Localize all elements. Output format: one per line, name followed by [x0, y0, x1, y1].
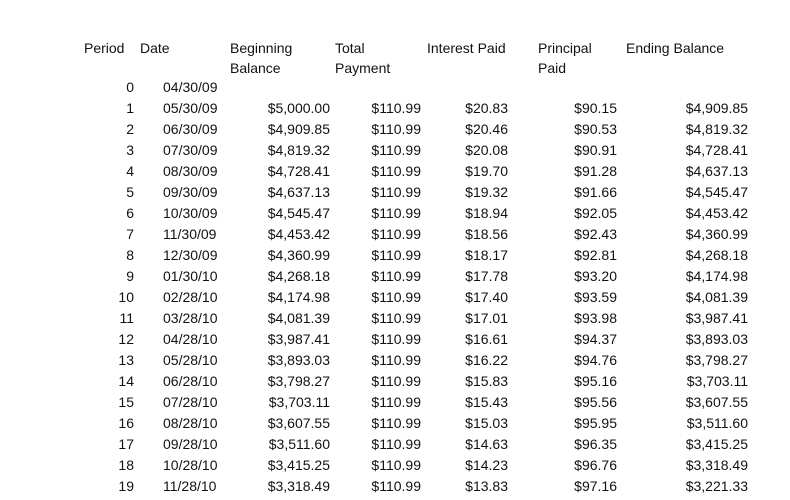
table-row: [0, 161, 790, 182]
table-row: [0, 329, 790, 350]
interest-paid-cell: $16.61: [465, 331, 508, 347]
date-cell: 05/30/09: [163, 100, 218, 116]
ending-balance-cell: $4,637.13: [685, 163, 748, 179]
interest-paid-cell: $20.83: [465, 100, 508, 116]
table-row: [0, 182, 790, 203]
ending-balance-cell: $4,728.41: [685, 142, 748, 158]
header-ending-balance: Ending Balance: [626, 40, 725, 56]
table-row: [0, 140, 790, 161]
total-payment-cell: $110.99: [371, 373, 421, 389]
date-cell: 04/28/10: [163, 331, 218, 347]
table-row: [0, 308, 790, 329]
period-cell: 17: [118, 436, 134, 452]
beginning-balance-cell: $3,318.49: [267, 478, 330, 494]
beginning-balance-cell: $4,819.32: [267, 142, 330, 158]
total-payment-cell: $110.99: [371, 100, 421, 116]
total-payment-cell: $110.99: [371, 247, 421, 263]
ending-balance-cell: $4,081.39: [685, 289, 748, 305]
period-cell: 3: [126, 142, 134, 158]
ending-balance-cell: $3,893.03: [685, 331, 748, 347]
date-cell: 06/30/09: [163, 121, 218, 137]
table-row: [0, 476, 790, 497]
principal-paid-cell: $90.15: [574, 100, 617, 116]
header-period: Period: [84, 40, 125, 56]
header-beginning-balance: Beginning Balance: [230, 40, 293, 76]
period-cell: 0: [126, 79, 134, 95]
interest-paid-cell: $13.83: [465, 478, 508, 494]
principal-paid-cell: $95.16: [574, 373, 617, 389]
period-cell: 5: [126, 184, 134, 200]
principal-paid-cell: $93.59: [574, 289, 617, 305]
period-cell: 7: [126, 226, 134, 242]
interest-paid-cell: $17.40: [465, 289, 508, 305]
period-cell: 15: [118, 394, 134, 410]
date-cell: 02/28/10: [163, 289, 218, 305]
beginning-balance-cell: $3,798.27: [267, 373, 330, 389]
table-row: [0, 350, 790, 371]
principal-paid-cell: $92.43: [574, 226, 617, 242]
period-cell: 16: [118, 415, 134, 431]
table-row: [0, 203, 790, 224]
header-interest-paid: Interest Paid: [427, 40, 506, 56]
total-payment-cell: $110.99: [371, 184, 421, 200]
beginning-balance-cell: $4,268.18: [267, 268, 330, 284]
ending-balance-cell: $3,798.27: [685, 352, 748, 368]
total-payment-cell: $110.99: [371, 394, 421, 410]
interest-paid-cell: $16.22: [465, 352, 508, 368]
interest-paid-cell: $17.78: [465, 268, 508, 284]
header-principal-paid: Principal Paid: [538, 40, 592, 76]
beginning-balance-cell: $3,607.55: [267, 415, 330, 431]
total-payment-cell: $110.99: [371, 226, 421, 242]
date-cell: 11/28/10: [163, 478, 217, 494]
ending-balance-cell: $3,703.11: [686, 373, 748, 389]
date-cell: 07/30/09: [163, 142, 218, 158]
ending-balance-cell: $3,318.49: [685, 457, 748, 473]
principal-paid-cell: $90.53: [574, 121, 617, 137]
total-payment-cell: $110.99: [371, 310, 421, 326]
date-cell: 01/30/10: [163, 268, 218, 284]
table-row: [0, 392, 790, 413]
interest-paid-cell: $17.01: [465, 310, 508, 326]
principal-paid-cell: $95.56: [574, 394, 617, 410]
interest-paid-cell: [430, 77, 508, 98]
table-row: [0, 245, 790, 266]
ending-balance-cell: $4,268.18: [685, 247, 748, 263]
table-row: [0, 224, 790, 245]
beginning-balance-cell: $4,637.13: [267, 184, 330, 200]
principal-paid-cell: $94.76: [574, 352, 617, 368]
period-cell: 9: [126, 268, 134, 284]
total-payment-cell: $110.99: [371, 352, 421, 368]
total-payment-cell: $110.99: [371, 289, 421, 305]
ending-balance-cell: $3,607.55: [685, 394, 748, 410]
principal-paid-cell: $93.98: [574, 310, 617, 326]
beginning-balance-cell: $4,360.99: [267, 247, 330, 263]
table-header: [0, 0, 790, 80]
total-payment-cell: $110.99: [371, 205, 421, 221]
period-cell: 19: [118, 478, 134, 494]
ending-balance-cell: $3,415.25: [685, 436, 748, 452]
period-cell: 18: [118, 457, 134, 473]
total-payment-cell: $110.99: [371, 163, 421, 179]
table-row: [0, 434, 790, 455]
date-cell: 09/30/09: [163, 184, 218, 200]
table-row: [0, 413, 790, 434]
interest-paid-cell: $15.83: [465, 373, 508, 389]
date-cell: 12/30/09: [163, 247, 218, 263]
beginning-balance-cell: $3,511.60: [268, 436, 330, 452]
total-payment-cell: $110.99: [371, 331, 421, 347]
beginning-balance-cell: $5,000.00: [267, 100, 330, 116]
date-cell: 08/28/10: [163, 415, 218, 431]
principal-paid-cell: $92.81: [574, 247, 617, 263]
header-date: Date: [140, 40, 170, 56]
total-payment-cell: $110.99: [371, 457, 421, 473]
beginning-balance-cell: [226, 77, 330, 98]
ending-balance-cell: [640, 77, 748, 98]
table-row: [0, 287, 790, 308]
principal-paid-cell: $96.35: [574, 436, 617, 452]
beginning-balance-cell: $3,893.03: [267, 352, 330, 368]
beginning-balance-cell: $3,987.41: [267, 331, 330, 347]
principal-paid-cell: $93.20: [574, 268, 617, 284]
date-cell: 07/28/10: [163, 394, 218, 410]
beginning-balance-cell: $4,453.42: [267, 226, 330, 242]
date-cell: 03/28/10: [163, 310, 218, 326]
interest-paid-cell: $15.03: [465, 415, 508, 431]
total-payment-cell: $110.99: [371, 478, 421, 494]
ending-balance-cell: $4,819.32: [685, 121, 748, 137]
interest-paid-cell: $19.70: [465, 163, 508, 179]
period-cell: 12: [118, 331, 134, 347]
table-row: [0, 266, 790, 287]
beginning-balance-cell: $4,909.85: [267, 121, 330, 137]
principal-paid-cell: [530, 77, 617, 98]
table-row: [0, 98, 790, 119]
principal-paid-cell: $90.91: [574, 142, 617, 158]
date-cell: 09/28/10: [163, 436, 218, 452]
principal-paid-cell: $95.95: [574, 415, 617, 431]
interest-paid-cell: $18.17: [465, 247, 508, 263]
date-cell: 11/30/09: [163, 226, 217, 242]
total-payment-cell: $110.99: [371, 142, 421, 158]
total-payment-cell: [340, 77, 421, 98]
principal-paid-cell: $94.37: [574, 331, 617, 347]
beginning-balance-cell: $4,174.98: [267, 289, 330, 305]
period-cell: 2: [126, 121, 134, 137]
period-cell: 6: [126, 205, 134, 221]
beginning-balance-cell: $4,545.47: [267, 205, 330, 221]
ending-balance-cell: $4,174.98: [685, 268, 748, 284]
ending-balance-cell: $3,221.33: [685, 478, 748, 494]
table-row: [0, 77, 790, 98]
ending-balance-cell: $4,909.85: [685, 100, 748, 116]
principal-paid-cell: $97.16: [574, 478, 617, 494]
period-cell: 13: [118, 352, 134, 368]
total-payment-cell: $110.99: [371, 121, 421, 137]
table-row: [0, 455, 790, 476]
principal-paid-cell: $92.05: [574, 205, 617, 221]
total-payment-cell: $110.99: [371, 415, 421, 431]
interest-paid-cell: $19.32: [465, 184, 508, 200]
principal-paid-cell: $91.66: [574, 184, 617, 200]
date-cell: 06/28/10: [163, 373, 218, 389]
ending-balance-cell: $4,545.47: [685, 184, 748, 200]
ending-balance-cell: $4,453.42: [685, 205, 748, 221]
principal-paid-cell: $91.28: [574, 163, 617, 179]
period-cell: 8: [126, 247, 134, 263]
beginning-balance-cell: $4,728.41: [267, 163, 330, 179]
interest-paid-cell: $20.46: [465, 121, 508, 137]
period-cell: 1: [126, 100, 134, 116]
interest-paid-cell: $18.94: [465, 205, 508, 221]
date-cell: 08/30/09: [163, 163, 218, 179]
ending-balance-cell: $4,360.99: [685, 226, 748, 242]
period-cell: 4: [126, 163, 134, 179]
interest-paid-cell: $14.23: [465, 457, 508, 473]
interest-paid-cell: $15.43: [465, 394, 508, 410]
ending-balance-cell: $3,511.60: [686, 415, 748, 431]
table-body: [0, 77, 790, 500]
beginning-balance-cell: $4,081.39: [267, 310, 330, 326]
beginning-balance-cell: $3,703.11: [268, 394, 330, 410]
table-row: [0, 371, 790, 392]
date-cell: 10/30/09: [163, 205, 218, 221]
interest-paid-cell: $14.63: [465, 436, 508, 452]
total-payment-cell: $110.99: [371, 436, 421, 452]
interest-paid-cell: $20.08: [465, 142, 508, 158]
principal-paid-cell: $96.76: [574, 457, 617, 473]
header-total-payment: Total Payment: [335, 40, 391, 76]
period-cell: 11: [119, 310, 134, 326]
beginning-balance-cell: $3,415.25: [267, 457, 330, 473]
interest-paid-cell: $18.56: [465, 226, 508, 242]
period-cell: 14: [118, 373, 134, 389]
total-payment-cell: $110.99: [371, 268, 421, 284]
table-row: [0, 119, 790, 140]
date-cell: 05/28/10: [163, 352, 218, 368]
date-cell: 04/30/09: [163, 79, 218, 95]
period-cell: 10: [118, 289, 134, 305]
ending-balance-cell: $3,987.41: [685, 310, 748, 326]
date-cell: 10/28/10: [163, 457, 218, 473]
